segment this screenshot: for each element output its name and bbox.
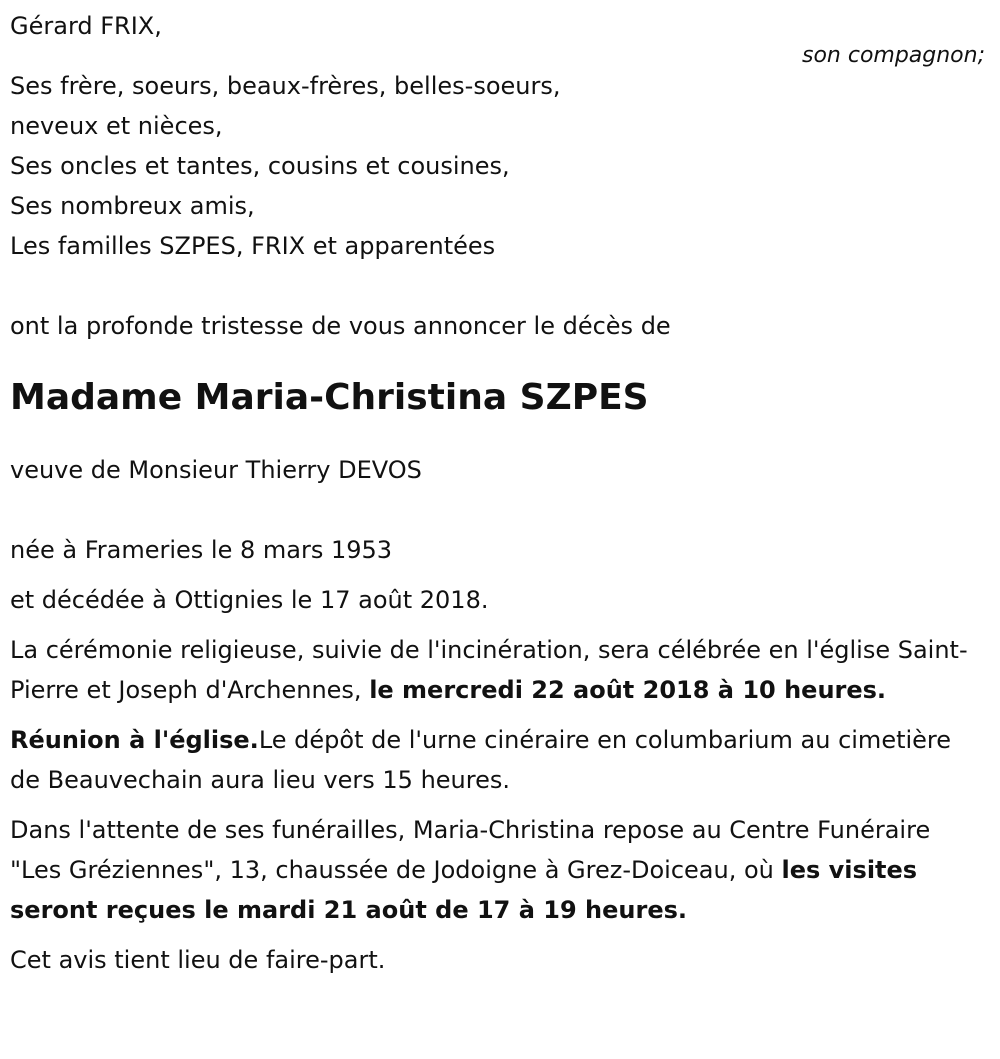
visits-schedule: les visites seront reçues le mardi 21 août de 17 à 19 heures. [10, 856, 918, 924]
announcement-text: ont la profonde tristesse de vous annoncer le décès de [10, 312, 671, 340]
visits-text: Dans l'attente de ses funérailles, Maria-Christina repose au Centre Funéraire "Les Gréziennes", 13, chaussée de Jodoigne à Grez-Doiceau, où [10, 816, 931, 884]
death-text: et décédée à Ottignies le 17 août 2018. [10, 586, 489, 614]
family-line: Ses oncles et tantes, cousins et cousines, [10, 152, 510, 180]
ceremony-date: le mercredi 22 août 2018 à 10 heures. [369, 676, 887, 704]
family-list [10, 66, 985, 266]
reunion-text: Le dépôt de l'urne cinéraire en columbarium au cimetière de Beauvechain aura lieu vers 15 heures. [10, 726, 952, 794]
reunion-label: Réunion à l'église. [10, 726, 259, 754]
ceremony-paragraph [10, 630, 985, 710]
family-line: Ses nombreux amis, [10, 192, 255, 220]
closing-text: Cet avis tient lieu de faire-part. [10, 946, 386, 974]
companion-role: son compagnon; [801, 43, 985, 68]
family-line: neveux et nièces, [10, 112, 223, 140]
family-line: Les familles SZPES, FRIX et apparentées [10, 232, 496, 260]
obituary-notice [10, 6, 985, 980]
widow-of-text: veuve de Monsieur Thierry DEVOS [10, 456, 422, 484]
visits-paragraph [10, 810, 985, 930]
birth-text: née à Frameries le 8 mars 1953 [10, 536, 393, 564]
family-line: Ses frère, soeurs, beaux-frères, belles-soeurs, [10, 72, 561, 100]
deceased-name: Madame Maria-Christina SZPES [10, 377, 649, 418]
companion-name: Gérard FRIX, [10, 12, 162, 40]
ceremony-text: La cérémonie religieuse, suivie de l'incinération, sera célébrée en l'église Saint-Pierre et Joseph d'Archennes, [10, 636, 968, 704]
reunion-paragraph [10, 720, 985, 800]
